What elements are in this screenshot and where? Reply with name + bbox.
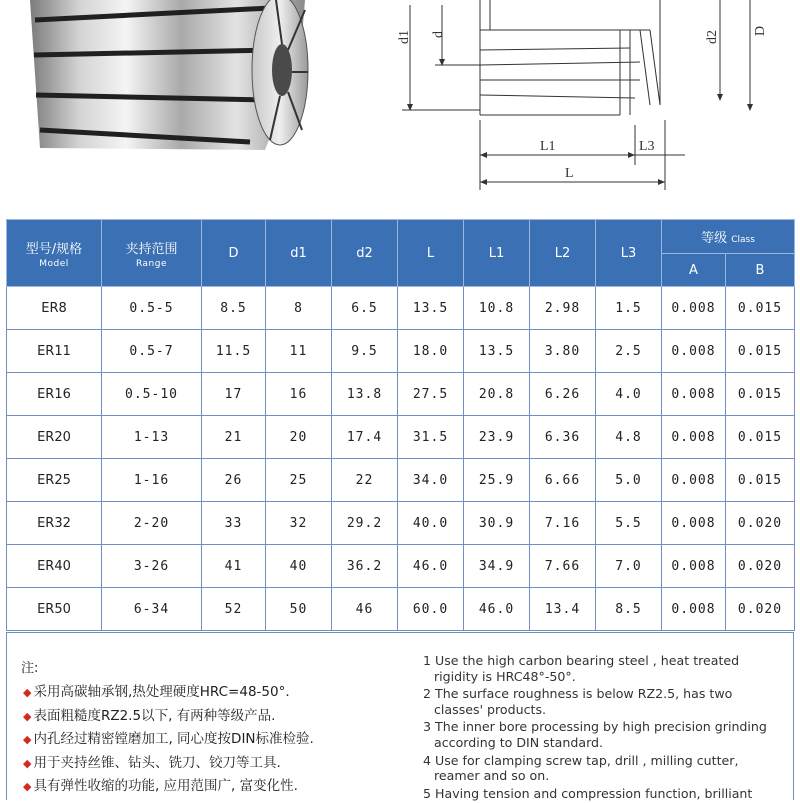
cell-D: 33 — [202, 502, 266, 545]
cell-L3: 2.5 — [596, 330, 662, 373]
cell-L2: 6.26 — [530, 373, 596, 416]
cell-L2: 7.66 — [530, 545, 596, 588]
cell-d2: 9.5 — [332, 330, 398, 373]
note-en-item: 3 The inner bore processing by high precision grinding according to DIN standard. — [423, 719, 767, 750]
table-row — [7, 502, 795, 545]
cell-A: 0.008 — [662, 416, 726, 459]
header-L2: L2 — [530, 220, 596, 287]
note-en-item: 4 Use for clamping screw tap, drill , milling cutter, reamer and so on. — [423, 752, 739, 784]
cell-D: 26 — [202, 459, 266, 502]
label-L1: L1 — [540, 139, 556, 154]
cell-model: ER11 — [7, 330, 102, 373]
notes-section — [6, 632, 794, 800]
label-L3: L3 — [639, 139, 655, 154]
cell-L1: 30.9 — [464, 502, 530, 545]
cell-L3: 8.5 — [596, 588, 662, 631]
cell-D: 21 — [202, 416, 266, 459]
cell-d2: 13.8 — [332, 373, 398, 416]
cell-model: ER50 — [7, 588, 102, 631]
cell-model: ER16 — [7, 373, 102, 416]
cell-d1: 25 — [266, 459, 332, 502]
diamond-bullet-icon: ◆ — [23, 780, 32, 793]
note-en-item: 2 The surface roughness is below RZ2.5, has two classes' products. — [423, 686, 733, 717]
cell-A: 0.008 — [662, 287, 726, 330]
cell-model: ER25 — [7, 459, 102, 502]
table-row — [7, 459, 795, 502]
diamond-bullet-icon: ◆ — [23, 756, 32, 770]
collet-photo — [0, 0, 330, 200]
cell-d1: 32 — [266, 502, 332, 545]
cell-d1: 16 — [266, 373, 332, 416]
cell-d1: 50 — [266, 588, 332, 631]
notes-cn-list — [23, 681, 314, 799]
header-L: L — [398, 220, 464, 287]
table-row — [7, 373, 795, 416]
diamond-bullet-icon: ◆ — [23, 733, 32, 746]
cell-L1: 20.8 — [464, 373, 530, 416]
cell-L1: 13.5 — [464, 330, 530, 373]
label-d2: d2 — [705, 30, 720, 44]
label-d1: d1 — [397, 30, 412, 44]
cell-L: 46.0 — [398, 545, 464, 588]
cell-range: 6-34 — [102, 588, 202, 631]
table-row — [7, 416, 795, 459]
cell-L2: 2.98 — [530, 287, 596, 330]
cell-B: 0.015 — [726, 459, 795, 502]
cell-D: 17 — [202, 373, 266, 416]
cell-L: 34.0 — [398, 459, 464, 502]
note-en-item: 5 Having tension and compression function, brilliant — [423, 785, 753, 801]
cell-B: 0.015 — [726, 373, 795, 416]
cell-d2: 22 — [332, 459, 398, 502]
cell-D: 41 — [202, 545, 266, 588]
cell-d2: 17.4 — [332, 416, 398, 459]
cell-A: 0.008 — [662, 459, 726, 502]
cell-L1: 23.9 — [464, 416, 530, 459]
cell-d2: 29.2 — [332, 502, 398, 545]
cell-model: ER20 — [7, 416, 102, 459]
diamond-bullet-icon: ◆ — [23, 686, 32, 699]
table-row — [7, 588, 795, 631]
note-cn-item: ◆ 表面粗糙度RZ2.5以下, 有两种等级产品. — [23, 707, 276, 724]
header-d1: d1 — [266, 220, 332, 287]
specification-table — [6, 219, 795, 631]
cell-L1: 10.8 — [464, 287, 530, 330]
note-cn-item: ◆ 具有弹性收缩的功能, 应用范围广, 富变化性. — [23, 778, 298, 794]
cell-A: 0.008 — [662, 330, 726, 373]
cell-B: 0.020 — [726, 545, 795, 588]
cell-d1: 20 — [266, 416, 332, 459]
cell-L2: 7.16 — [530, 502, 596, 545]
cell-range: 0.5-5 — [102, 287, 202, 330]
cell-range: 2-20 — [102, 502, 202, 545]
collet-dimension-drawing — [380, 0, 800, 200]
cell-d1: 40 — [266, 545, 332, 588]
header-L3: L3 — [596, 220, 662, 287]
header-d2: d2 — [332, 220, 398, 287]
cell-L1: 46.0 — [464, 588, 530, 631]
cell-L: 18.0 — [398, 330, 464, 373]
cell-range: 0.5-10 — [102, 373, 202, 416]
cell-d2: 46 — [332, 588, 398, 631]
diamond-bullet-icon: ◆ — [23, 709, 32, 723]
cell-D: 8.5 — [202, 287, 266, 330]
note-cn-item: ◆ 内孔经过精密镗磨加工, 同心度按DIN标准检验. — [23, 731, 314, 747]
cell-B: 0.015 — [726, 416, 795, 459]
cell-range: 3-26 — [102, 545, 202, 588]
label-d: d — [431, 31, 446, 38]
header-range: 夹持范围 Range — [102, 220, 202, 287]
cell-L3: 7.0 — [596, 545, 662, 588]
note-cn-item: ◆ 采用高碳轴承钢,热处理硬度HRC=48-50°. — [23, 684, 290, 700]
table-row — [7, 545, 795, 588]
notes-title: 注: — [21, 661, 39, 676]
cell-L: 27.5 — [398, 373, 464, 416]
cell-L: 40.0 — [398, 502, 464, 545]
cell-D: 52 — [202, 588, 266, 631]
header-class-A: A — [662, 254, 726, 287]
cell-L3: 4.8 — [596, 416, 662, 459]
notes-en-list — [423, 653, 793, 803]
cell-D: 11.5 — [202, 330, 266, 373]
cell-L2: 3.80 — [530, 330, 596, 373]
note-cn-item: ◆ 用于夹持丝锥、钻头、铣刀、铰刀等工具. — [23, 754, 281, 771]
cell-d2: 6.5 — [332, 287, 398, 330]
cell-range: 0.5-7 — [102, 330, 202, 373]
cell-model: ER32 — [7, 502, 102, 545]
cell-B: 0.015 — [726, 287, 795, 330]
cell-range: 1-16 — [102, 459, 202, 502]
cell-B: 0.015 — [726, 330, 795, 373]
header-class: 等级 Class — [662, 220, 795, 254]
cell-L3: 5.0 — [596, 459, 662, 502]
cell-A: 0.008 — [662, 545, 726, 588]
cell-d2: 36.2 — [332, 545, 398, 588]
cell-range: 1-13 — [102, 416, 202, 459]
cell-d1: 11 — [266, 330, 332, 373]
header-D: D — [202, 220, 266, 287]
cell-A: 0.008 — [662, 588, 726, 631]
cell-L1: 25.9 — [464, 459, 530, 502]
cell-B: 0.020 — [726, 502, 795, 545]
cell-A: 0.008 — [662, 373, 726, 416]
cell-A: 0.008 — [662, 502, 726, 545]
table-row — [7, 330, 795, 373]
cell-L3: 4.0 — [596, 373, 662, 416]
label-D: D — [753, 25, 768, 36]
cell-L3: 1.5 — [596, 287, 662, 330]
cell-L: 31.5 — [398, 416, 464, 459]
cell-model: ER8 — [7, 287, 102, 330]
cell-L: 60.0 — [398, 588, 464, 631]
header-L1: L1 — [464, 220, 530, 287]
cell-L1: 34.9 — [464, 545, 530, 588]
cell-model: ER40 — [7, 545, 102, 588]
cell-B: 0.020 — [726, 588, 795, 631]
cell-d1: 8 — [266, 287, 332, 330]
cell-L2: 13.4 — [530, 588, 596, 631]
cell-L2: 6.36 — [530, 416, 596, 459]
header-class-B: B — [726, 254, 795, 287]
header-model: 型号/规格 Model — [7, 220, 102, 287]
note-en-item: 1 Use the high carbon bearing steel , heat treated rigidity is HRC48°-50°. — [423, 653, 740, 684]
cell-L3: 5.5 — [596, 502, 662, 545]
table-row — [7, 287, 795, 330]
cell-L: 13.5 — [398, 287, 464, 330]
cell-L2: 6.66 — [530, 459, 596, 502]
label-L: L — [565, 166, 574, 181]
